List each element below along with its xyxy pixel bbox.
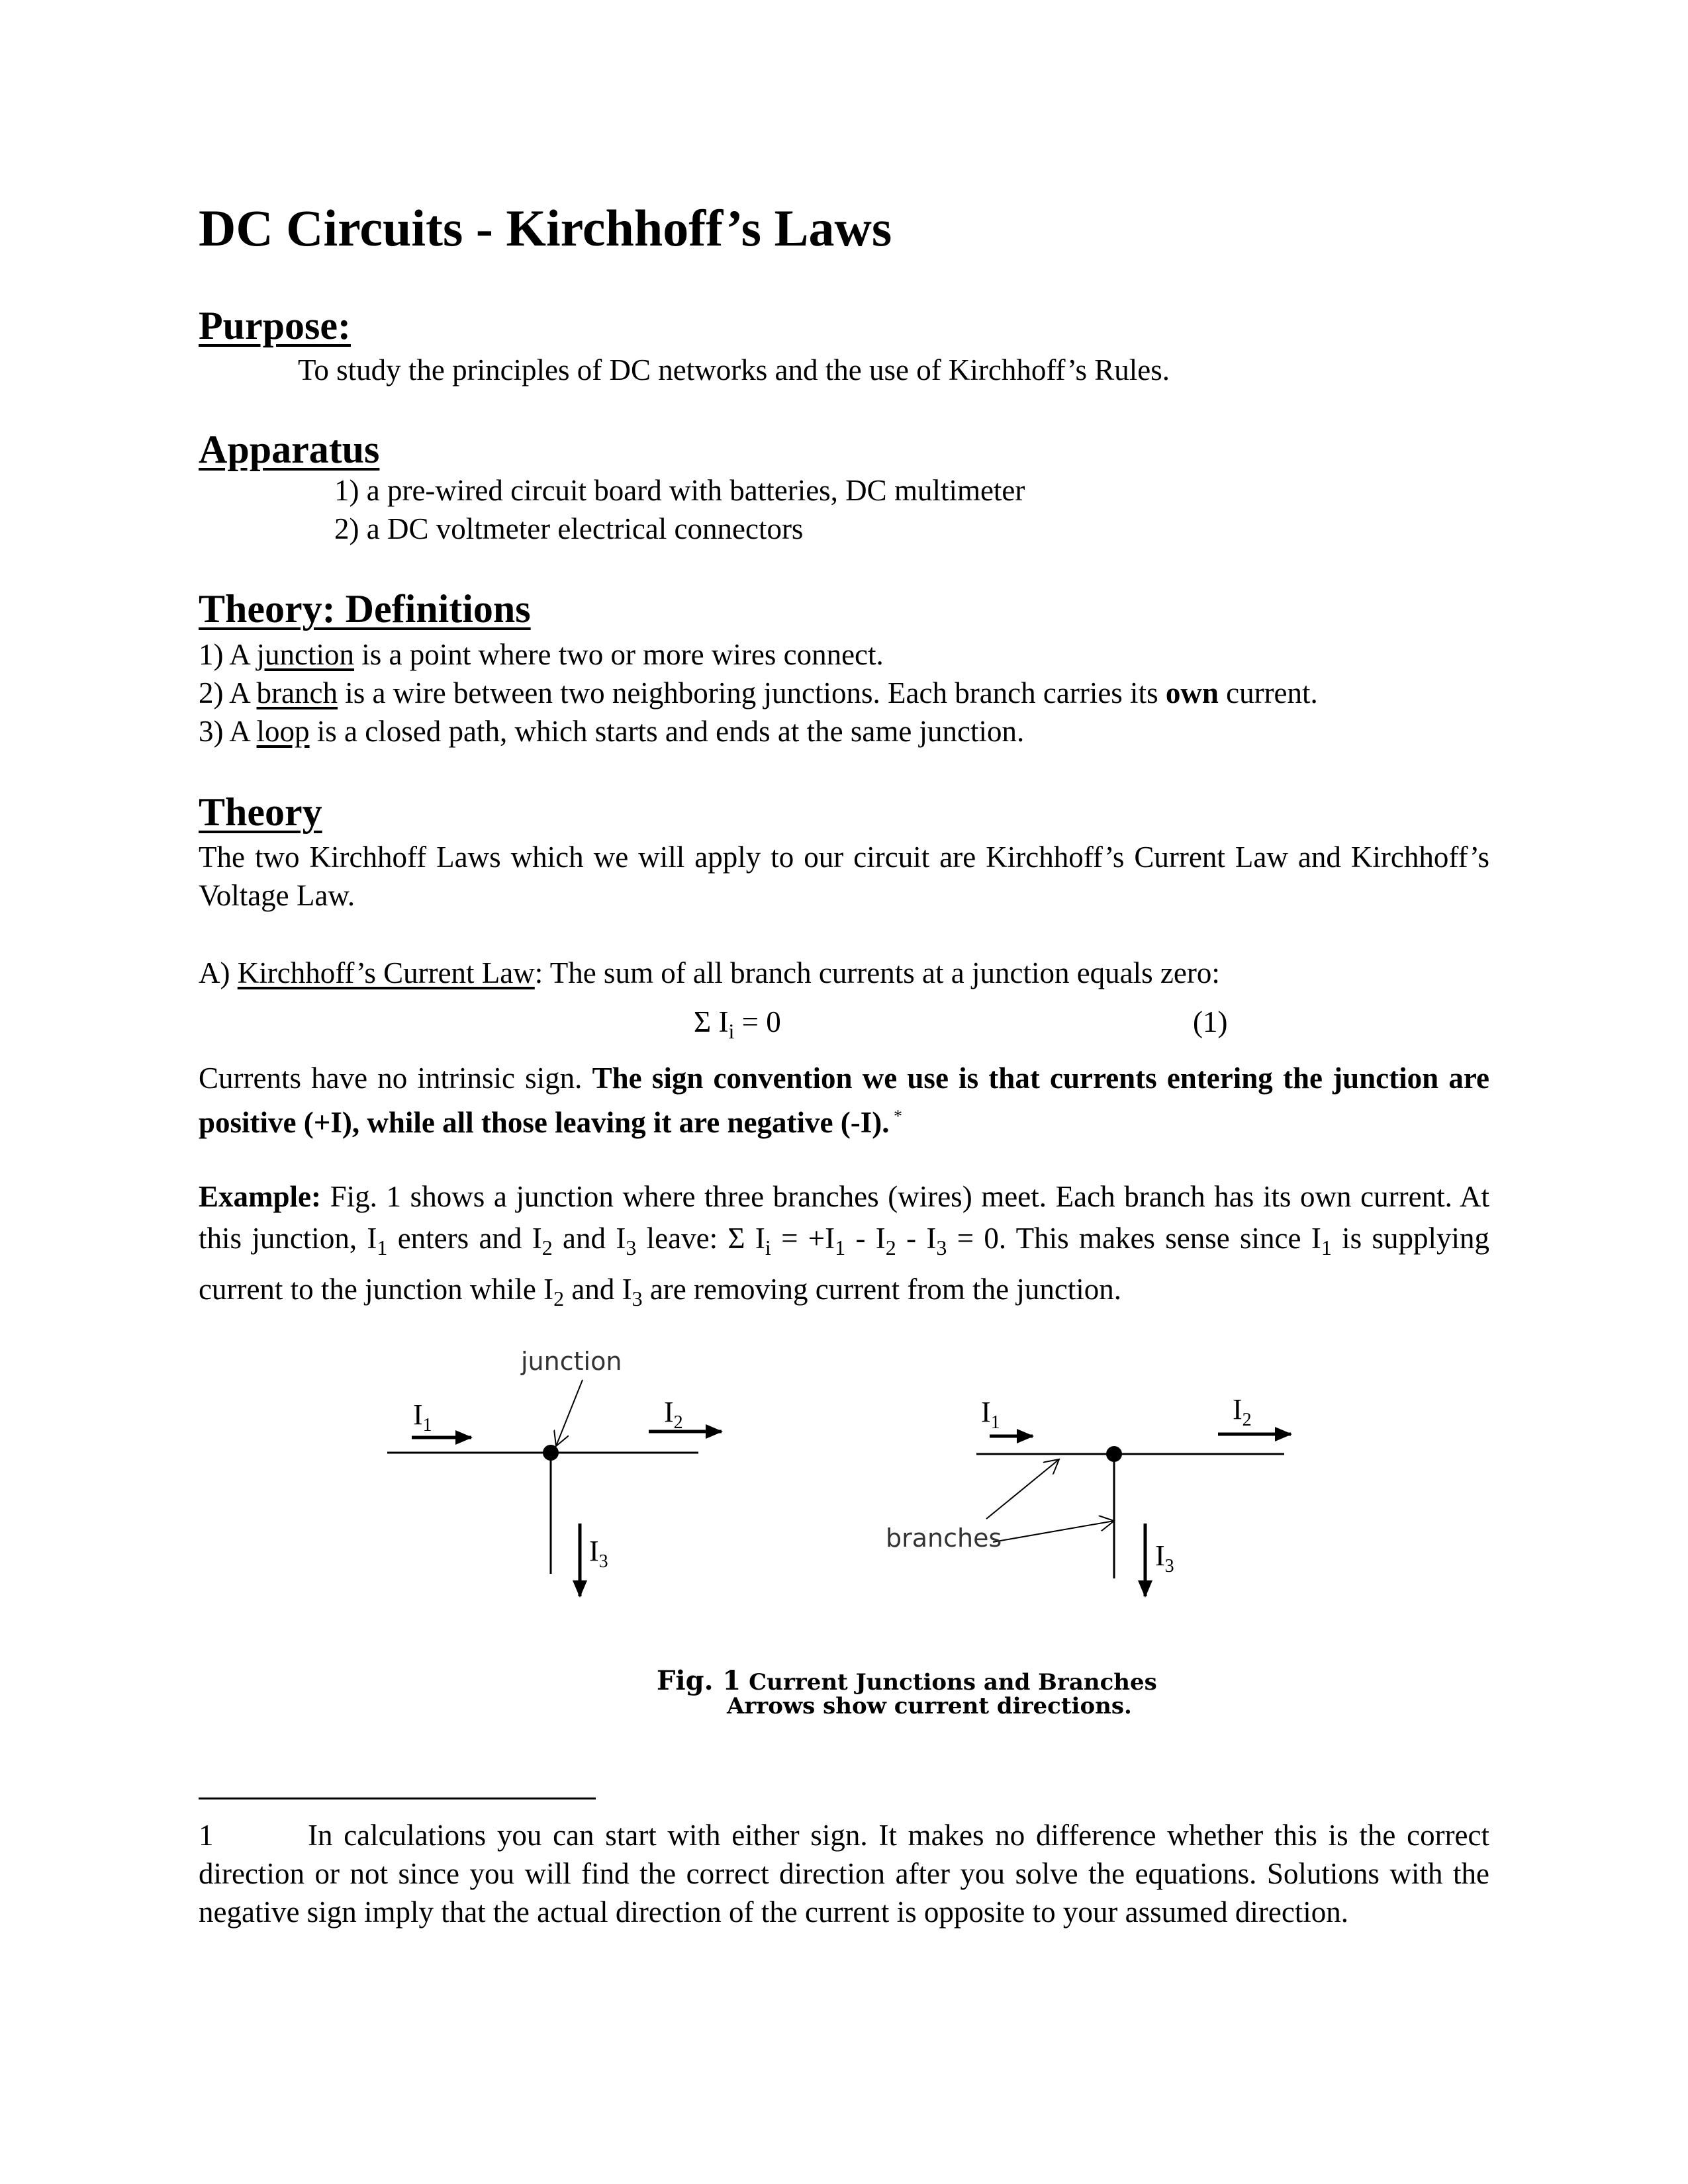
junction-label: junction xyxy=(521,1347,622,1376)
left-i2-label: $I_2$ xyxy=(664,1396,683,1433)
junction-pointer-arrow xyxy=(556,1380,583,1446)
apparatus-heading: Apparatus xyxy=(199,428,380,471)
definition-junction: 1) A junction is a point where two or more wires connect. xyxy=(199,638,884,671)
branches-pointer-horizontal xyxy=(986,1459,1059,1519)
equation-number: (1) xyxy=(1193,1005,1228,1038)
branches-label: branches xyxy=(886,1524,1002,1553)
footnote-rule xyxy=(199,1797,596,1799)
term-loop: loop xyxy=(256,715,310,748)
left-junction-dot xyxy=(543,1445,559,1461)
theory-intro: The two Kirchhoff Laws which we will apply to our circuit are Kirchhoff’s Current Law and Kirchhoff’s Voltage Law. xyxy=(199,841,1489,912)
footnote-text: In calculations you can start with either sign. It makes no difference whether this is the correct direction or not since you will find the correct direction after you solve the equations. Solutions with the negative sign imply that the actual direction of the current is opposite to your assumed direction. xyxy=(199,1819,1489,1929)
apparatus-item-1: 1) a pre-wired circuit board with batteries, DC multimeter xyxy=(334,474,1025,507)
definition-branch: 2) A branch is a wire between two neighboring junctions. Each branch carries its own current. xyxy=(199,676,1318,709)
kcl-statement: A) Kirchhoff’s Current Law: The sum of all branch currents at a junction equals zero: xyxy=(199,956,1220,989)
definition-loop: 3) A loop is a closed path, which starts and ends at the same junction. xyxy=(199,715,1025,748)
branches-pointer-vertical xyxy=(993,1521,1114,1542)
page-title: DC Circuits - Kirchhoff’s Laws xyxy=(199,199,892,257)
kcl-equation: Σ $I_i = 0$ xyxy=(694,1005,781,1043)
definitions-heading: Theory: Definitions xyxy=(199,587,531,631)
theory-heading: Theory xyxy=(199,790,322,834)
sign-convention: Currents have no intrinsic sign. The sign convention we use is that currents entering the junction are positive (+I), while all those leaving it are negative (-I). * xyxy=(199,1062,1489,1139)
right-i3-label: $I_3$ xyxy=(1155,1539,1174,1576)
example-paragraph: Example: Fig. 1 shows a junction where three branches (wires) meet. Each branch has its own current. At this junction, $I_1$ enters and $I_2$ and $I_3$ leave: Σ $I_i = +I_1 - I_2 - I_3 = 0$. This makes sense since $I_1$ is supplying current to the junction while $I_2$ and $I_3$ are removing current from the junction. xyxy=(199,1180,1489,1310)
term-junction: junction xyxy=(256,638,355,671)
right-i2-label: $I_2$ xyxy=(1233,1393,1252,1430)
figure-caption-line2: Arrows show current directions. xyxy=(727,1693,1132,1719)
right-i1-label: $I_1$ xyxy=(981,1396,1000,1433)
footnote-mark: * xyxy=(889,1107,902,1126)
kcl-term: Kirchhoff’s Current Law xyxy=(237,956,535,989)
purpose-heading: Purpose: xyxy=(199,304,351,347)
footnote-number: 1 xyxy=(199,1819,214,1852)
right-junction-dot xyxy=(1106,1446,1122,1462)
apparatus-item-2: 2) a DC voltmeter electrical connectors xyxy=(334,512,804,545)
term-branch: branch xyxy=(256,676,338,709)
left-i1-label: $I_1$ xyxy=(413,1398,432,1435)
purpose-text: To study the principles of DC networks and the use of Kirchhoff’s Rules. xyxy=(298,353,1170,387)
figure-caption: Fig. 1 Current Junctions and Branches xyxy=(657,1665,1157,1696)
left-i3-label: $I_3$ xyxy=(589,1535,608,1572)
